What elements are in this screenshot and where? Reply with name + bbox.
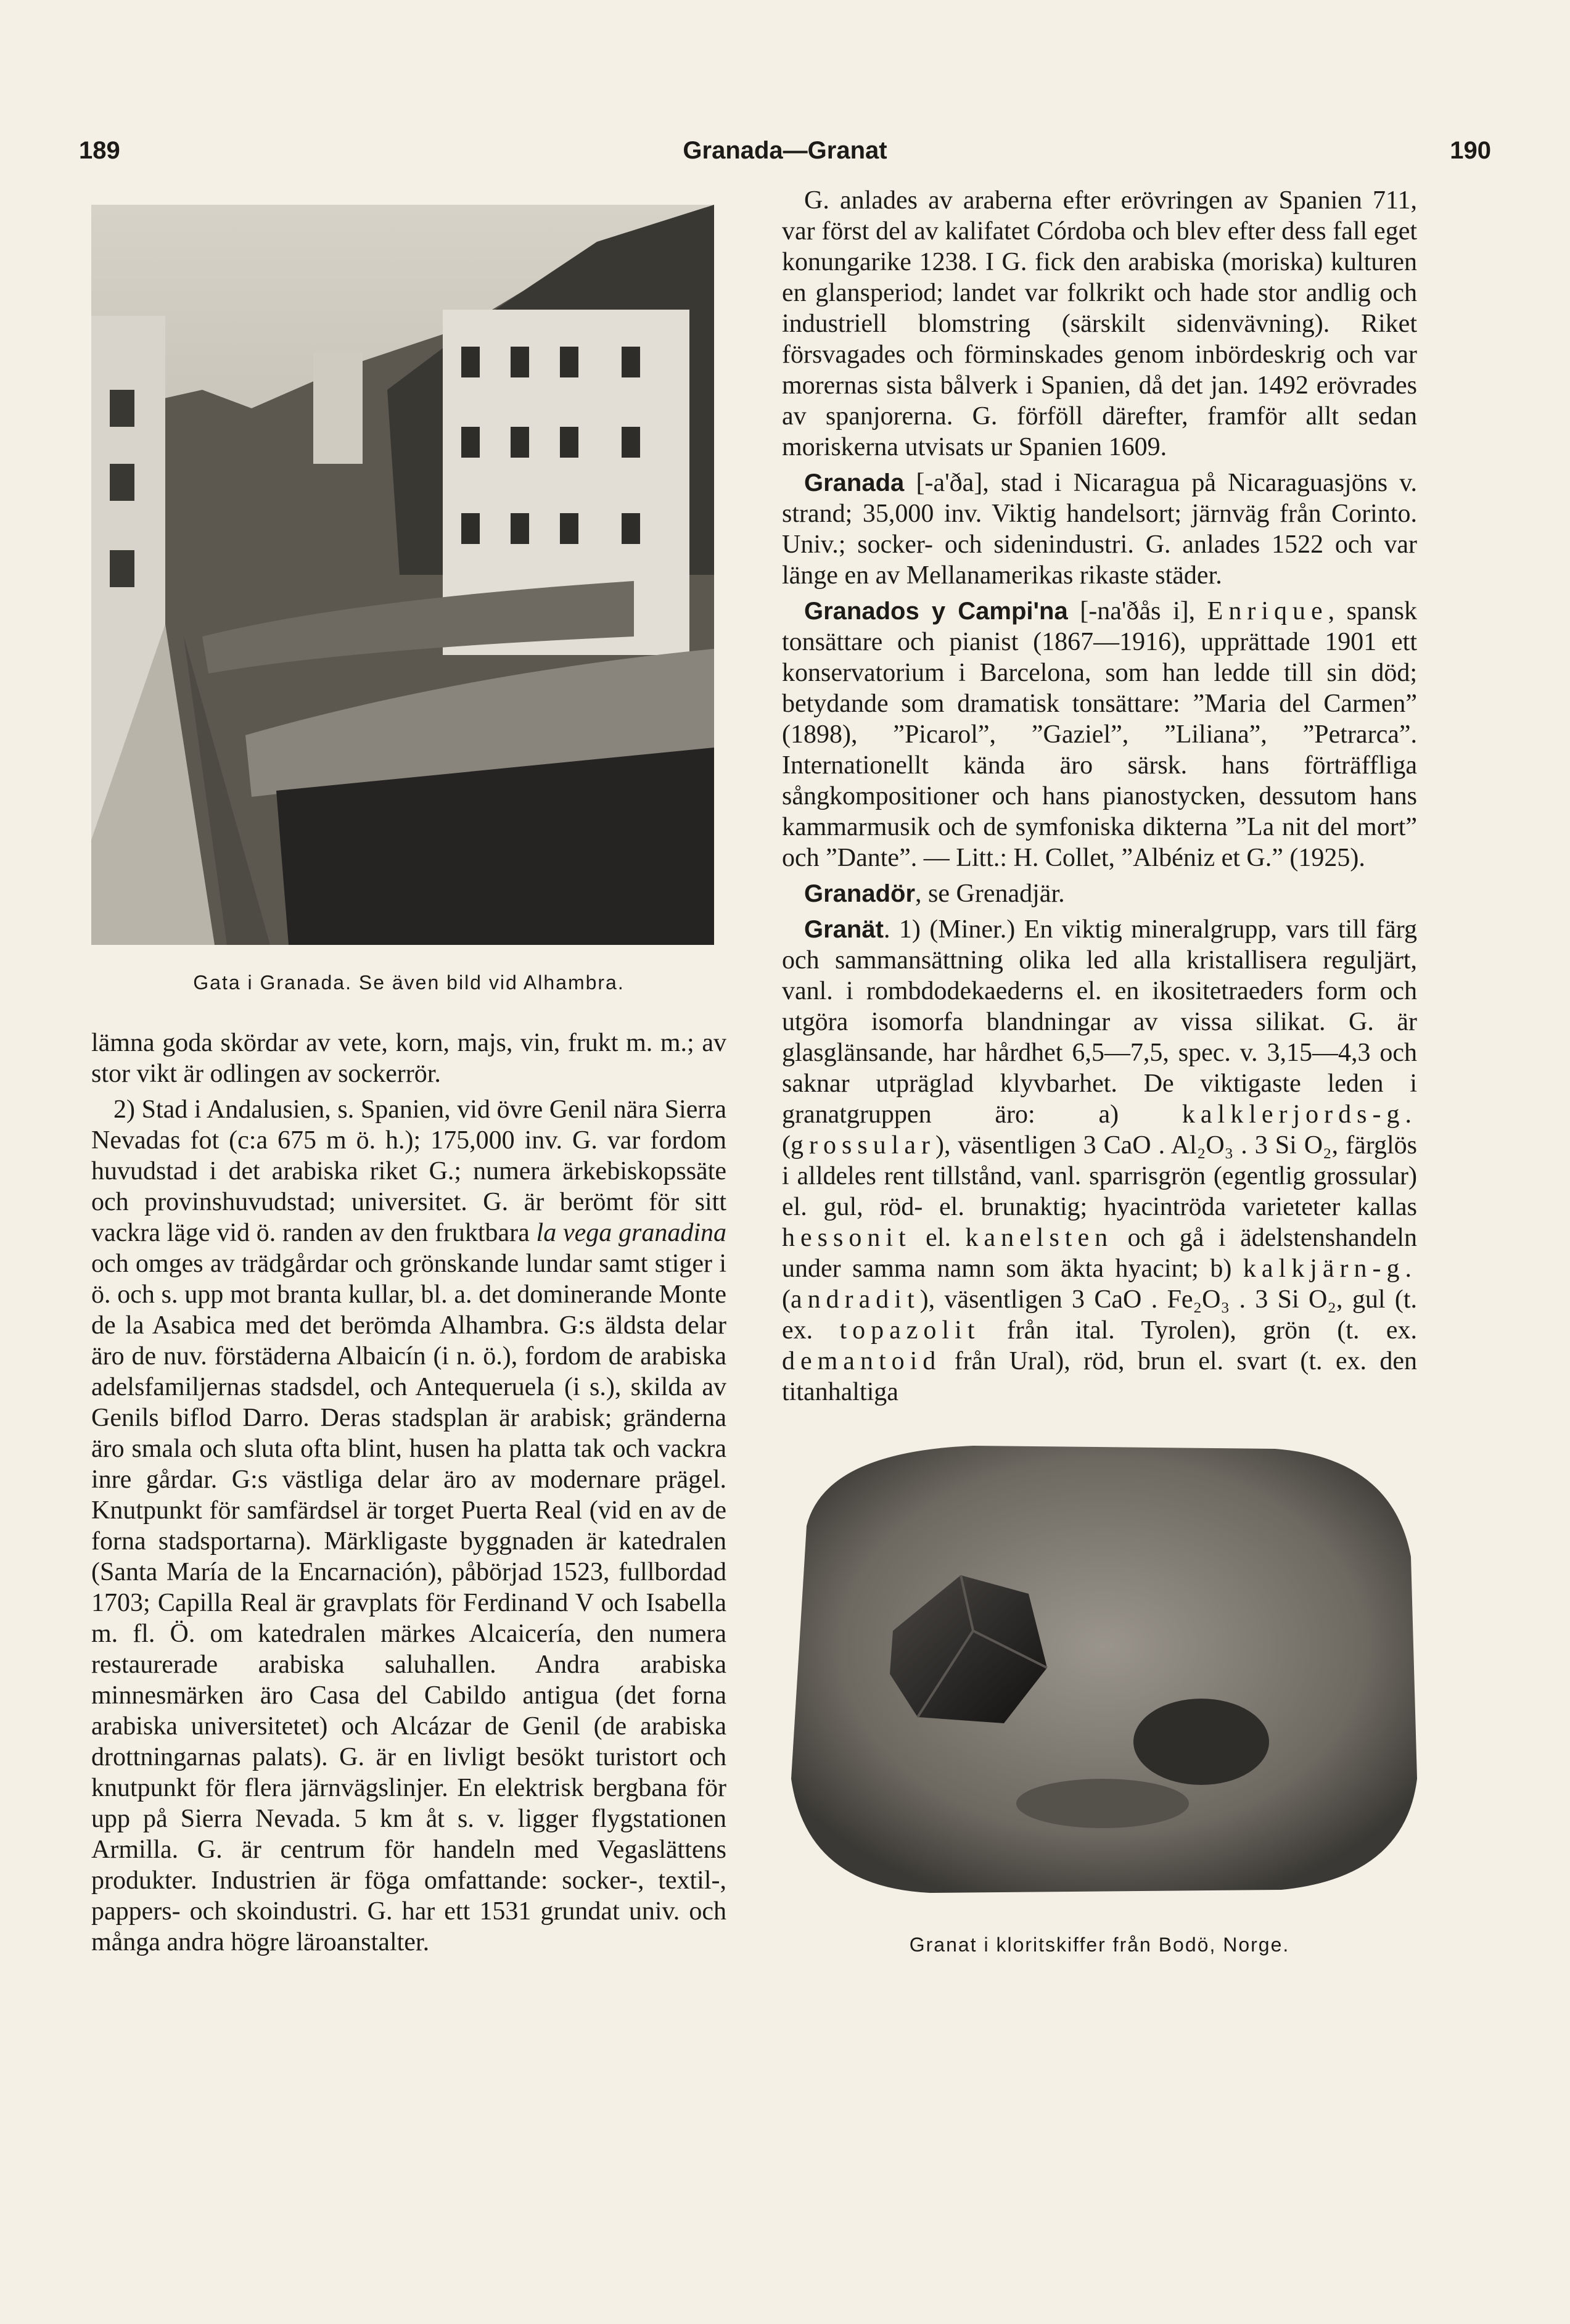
headword: Granados y Campi'na — [804, 598, 1068, 625]
running-header — [79, 137, 1491, 174]
headword: Granada — [804, 469, 905, 497]
page-number-left: 189 — [79, 137, 120, 164]
entry-granados: Granados y Campi'na [-na'ðås i], Enrique, spansk tonsättare och pianist (1867—1916), upprättade 1901 ett konservatorium i Barcelona, som han ledde till sin död; betydande som dramatisk tonsättare: ”Maria del Carmen” (1898), ”Picarol”, ”Gaziel”, ”Liliana”, ”Petrarca”. Internationellt kända äro särsk. hans förträffliga sångkompositioner och hans pianostycken, dessutom hans kammarmusik och de symfoniska dikterna ”La nit del mort” och ”Dante”. — Litt.: H. Collet, ”Albéniz et G.” (1925). — [782, 597, 1417, 872]
page-number-right: 190 — [1450, 137, 1491, 164]
headword: Granät — [804, 916, 884, 943]
street-photo-illustration — [91, 205, 714, 945]
entry-granat: Granät. 1) (Miner.) En viktig mineralgrupp, vars till färg och sammansättning olika led alla kristallisera reguljärt, vanl. i rombdodekaederns el. en ikositetraeders form och utgöra isomorfa blandningar av vissa silikat. G. är glasglänsande, har hårdhet 6,5—7,5, spec. v. 3,15—4,3 och saknar utpräglad klyvbarhet. De viktigaste leden i granatgruppen äro: a) kalklerjords-g. (grossular), väsentligen 3 CaO . Al₂O₃ . 3 Si O₂, färglös i alldeles rent tillstånd, vanl. sparrisgrön (egentlig grossular) el. gul, röd- el. brunaktig; hyacintröda varieteter kallas hessonit el. kanelsten och gå i ädelstenshandeln under samma namn som äkta hyacint; b) kalkjärn-g. (andradit), väsentligen 3 CaO . Fe₂O₃ . 3 Si O₂, gul (t. ex. topazolit från ital. Tyrolen), grön (t. ex. demantoid från Ural), röd, brun el. svart (t. ex. den titanhaltiga — [782, 915, 1417, 1406]
entry-granador: Granadör, se Grenadjär. — [804, 880, 1065, 908]
running-title: Granada—Granat — [683, 137, 887, 164]
garnet-photo — [770, 1433, 1423, 1902]
street-photo-caption: Gata i Granada. Se även bild vid Alhambra. — [193, 971, 625, 994]
paragraph: 2) Stad i Andalusien, s. Spanien, vid övre Genil nära Sierra Nevadas fot (c:a 675 m ö. h.); 175,000 inv. G. var fordom huvudstad i det arabiska riket G.; numera ärkebiskopssäte och provinshuvudstad; universitet. G. är berömt för sitt vackra läge vid ö. randen av den fruktbara la vega granadina och omges av trädgårdar och grönskande lundar samt stiger i ö. och s. upp mot branta kullar, bl. a. det dominerande Monte de la Asabica med det berömda Alhambra. G:s äldsta delar äro de nuv. förstäderna Albaicín (i n. ö.), fordom de arabiska adelsfamiljernas stadsdel, och Antequeruela (i s.), skilda av Genils biflod Darro. Deras stadsplan är arabisk; gränderna äro smala och sluta ofta blint, husen ha platta tak och vackra inre gårdar. G:s västliga delar äro av modernare prägel. Knutpunkt för samfärdsel är torget Puerta Real (vid en av de forna stadsportarna). Märkligaste byggnaden är katedralen (Santa María de la Encarnación), påbörjad 1523, fullbordad 1703; Capilla Real är gravplats för Ferdinand V och Isabella m. fl. Ö. om katedralen märkes Alcaicería, den numera restaurerade arabiska saluhallen. Andra arabiska minnesmärken äro Casa del Cabildo antigua (det forna arabiska universitetet) och Alcázar de Genil (de arabiska drottningarnas palats). G. är en livligt besökt turistort och knutpunkt för flera järnvägslinjer. En elektrisk bergbana för upp på Sierra Nevada. 5 km åt s. v. ligger flygstationen Armilla. G. är centrum för handeln med Vegaslättens produkter. Industrien är föga omfattande: socker-, textil-, pappers- och skoindustri. G. har ett 1531 grundat univ. och många andra högre läroanstalter. — [91, 1095, 727, 1956]
paragraph: lämna goda skördar av vete, korn, majs, vin, frukt m. m.; av stor vikt är odlingen av sockerrör. — [91, 1029, 726, 1088]
granada-street-photo — [91, 205, 714, 945]
garnet-stone-illustration — [770, 1433, 1423, 1902]
paragraph: G. anlades av araberna efter erövringen av Spanien 711, var först del av kalifatet Córdoba och blev efter dess fall eget konungarike 1238. I G. fick den arabiska (moriska) kulturen en glansperiod; landet var folkrikt och hade stor andlig och industriell blomstring (särskilt sidenvävning). Riket försvagades och förminskades genom inbördeskrig och var morernas sista bålverk i Spanien, då det jan. 1492 erövrades av spanjorerna. G. förföll därefter, framför allt sedan moriskerna utvisats ur Spanien 1609. — [782, 186, 1417, 461]
left-column — [91, 185, 726, 1963]
entry-granada-nicaragua: Granada [-a'ða], stad i Nicaragua på Nicaraguasjöns v. strand; 35,000 inv. Viktig handelsort; järnväg från Corinto. Univ.; socker- och sidenindustri. G. anlades 1522 och var länge en av Mellanamerikas rikaste städer. — [782, 469, 1417, 590]
headword: Granadör — [804, 880, 916, 907]
right-column — [782, 185, 1417, 1960]
garnet-photo-caption: Granat i kloritskiffer från Bodö, Norge. — [909, 1934, 1290, 1956]
